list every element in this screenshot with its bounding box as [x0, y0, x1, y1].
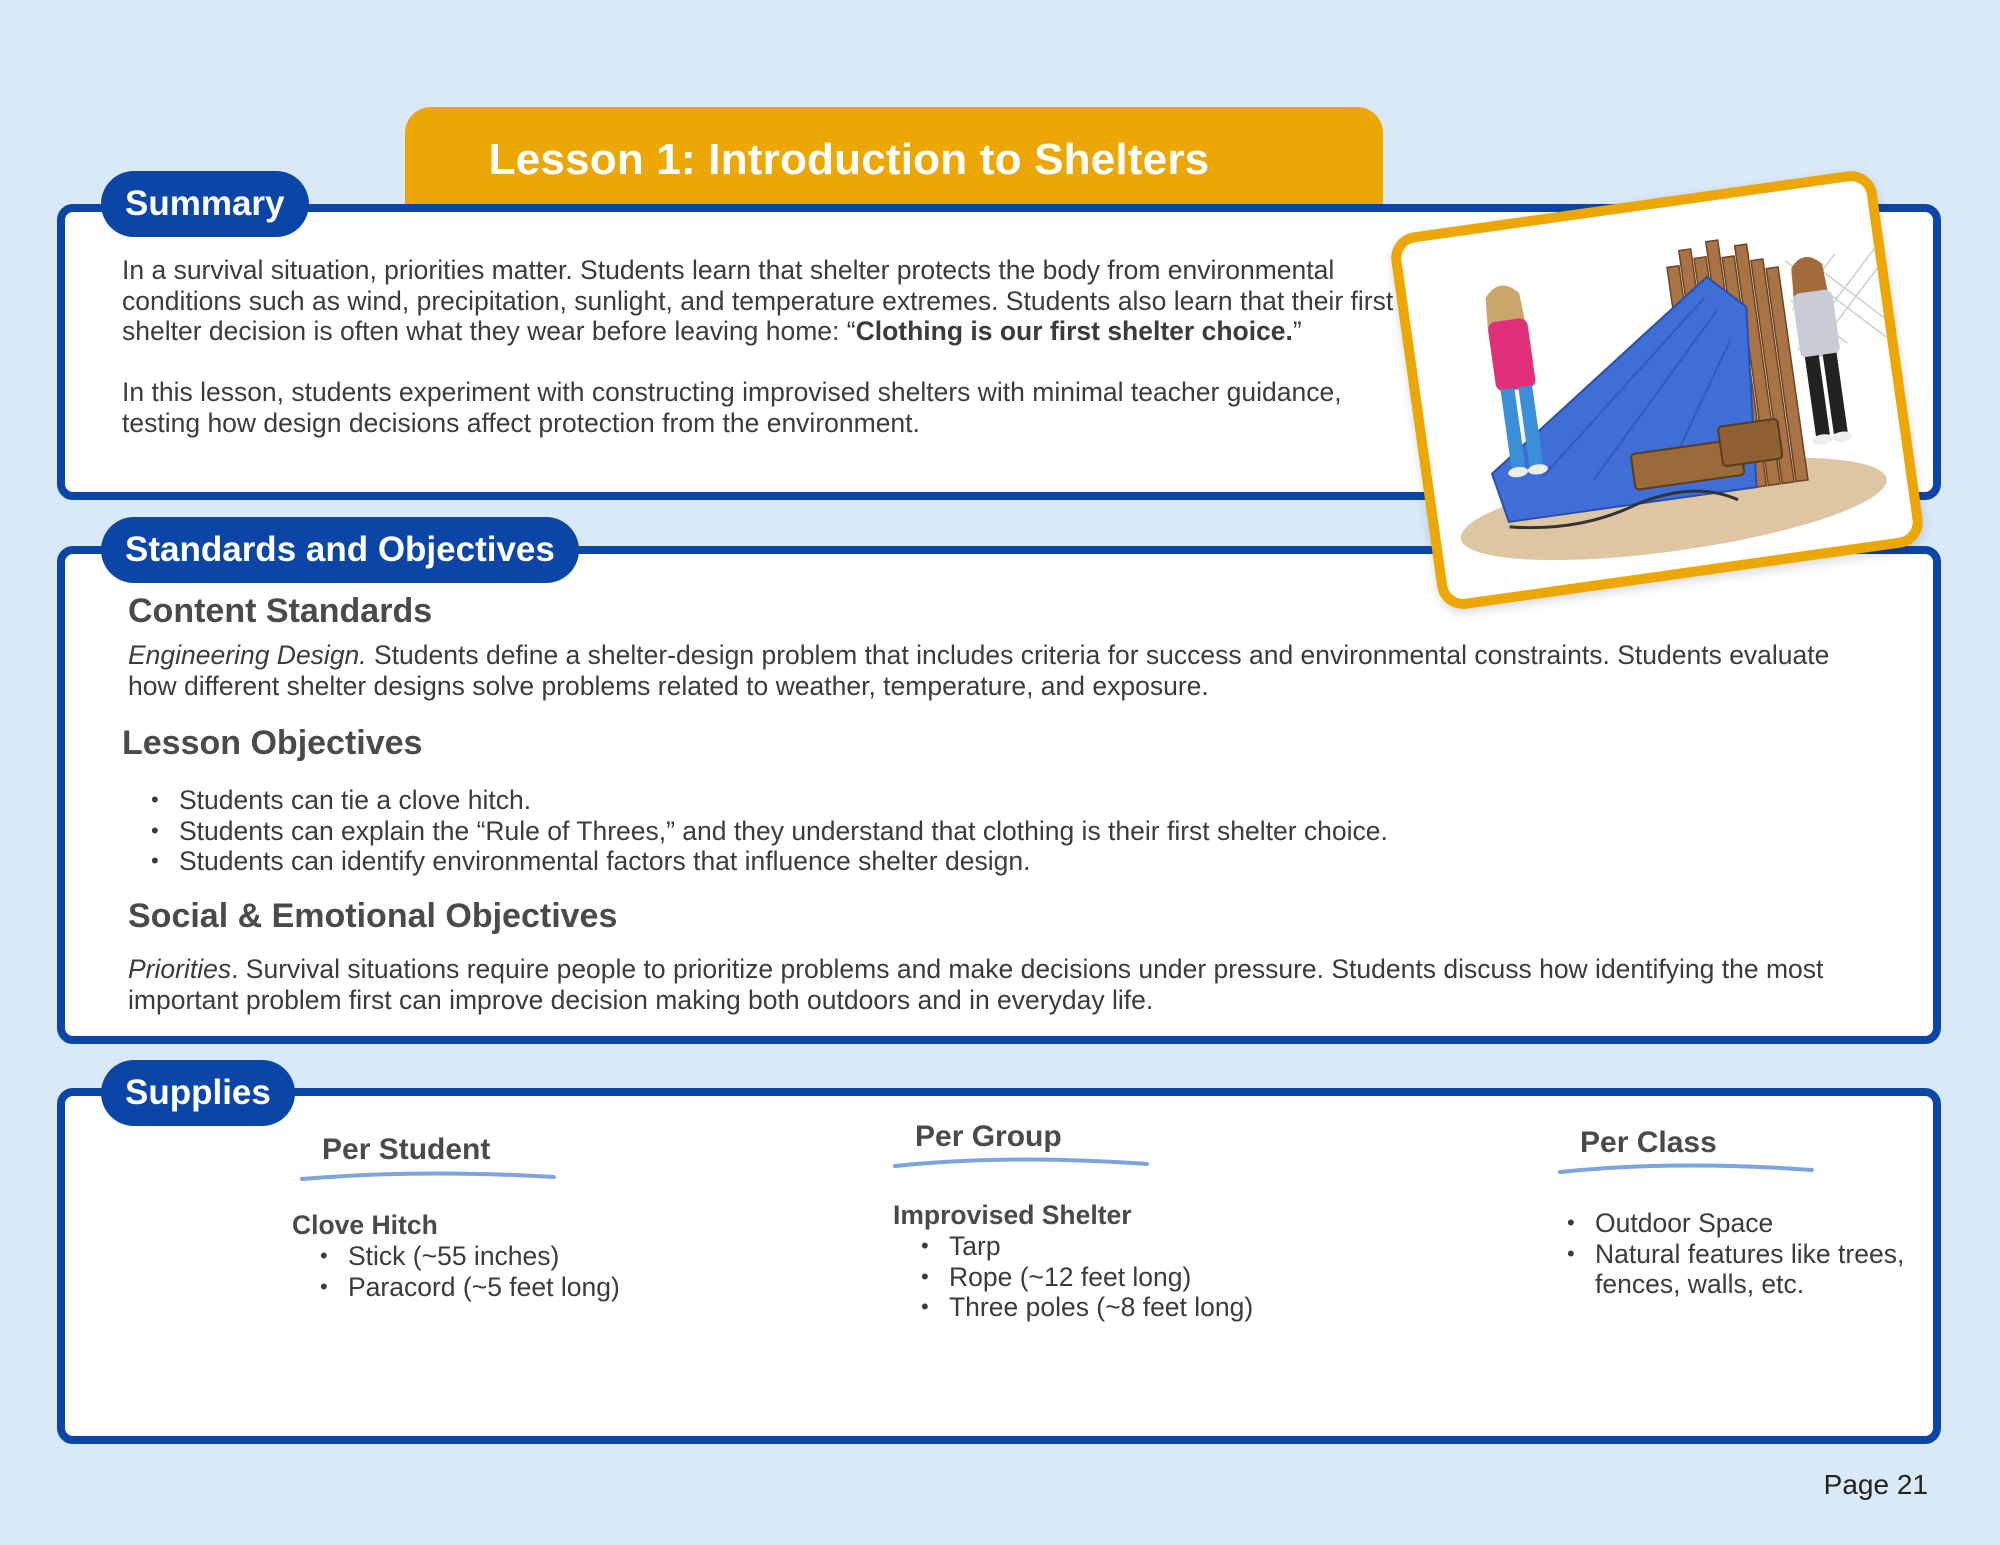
content-standards-text	[128, 640, 1878, 701]
per-student-heading	[322, 1133, 490, 1167]
per-group-heading	[915, 1120, 1062, 1154]
sel-objectives-title: Social & Emotional Objectives	[128, 897, 618, 935]
per-class-item: • Outdoor Space	[1595, 1208, 1935, 1239]
per-class-underline	[1556, 1162, 1816, 1176]
content-standards-title: Content Standards	[128, 592, 433, 630]
content-standards-body: Students define a shelter-design problem that includes criteria for success and environmental constraints. Students evaluate how different shelter designs solve problems related to weather, temperature, and exposure.	[128, 640, 1830, 701]
summary-paragraph-1	[122, 255, 1422, 347]
lesson-title-tab	[405, 107, 1383, 217]
per-student-heading-text: Per Student	[322, 1133, 491, 1166]
summary-p1-bold: Clothing is our first shelter choice.	[855, 316, 1293, 346]
summary-p1-text: In a survival situation, priorities matter. Students learn that shelter protects the body from environmental conditions such as wind, precipitation, sunlight, and temperature extremes. Students also learn that their first shelter decision is often what they wear before leaving home: “	[122, 255, 1394, 346]
per-group-list	[919, 1231, 1253, 1323]
per-class-heading	[1580, 1126, 1717, 1160]
page-number: Page 21	[1823, 1469, 1928, 1500]
objective-item: • Students can explain the “Rule of Threes,” and they understand that clothing is their first shelter choice.	[179, 816, 1879, 847]
lesson-title: Lesson 1: Introduction to Shelters	[488, 135, 1210, 184]
per-student-list	[318, 1241, 620, 1302]
summary-text	[122, 255, 1422, 438]
per-student-item: • Stick (~55 inches)	[348, 1241, 620, 1272]
lesson-objectives-title: Lesson Objectives	[122, 724, 423, 762]
per-class-list	[1565, 1208, 1935, 1300]
per-class-item: • Natural features like trees, fences, walls, etc.	[1595, 1239, 1935, 1300]
supplies-heading: Supplies	[101, 1060, 295, 1126]
per-group-item: • Tarp	[949, 1231, 1253, 1262]
per-class-heading-text: Per Class	[1580, 1126, 1717, 1159]
standards-box	[57, 546, 1941, 1044]
per-student-item: • Paracord (~5 feet long)	[348, 1272, 620, 1303]
objective-item: • Students can tie a clove hitch.	[179, 785, 1879, 816]
lesson-objectives-list	[149, 785, 1879, 877]
per-group-group-title: Improvised Shelter	[893, 1200, 1132, 1230]
sel-objectives-text	[128, 954, 1888, 1015]
standards-heading: Standards and Objectives	[101, 517, 579, 583]
objective-item: • Students can identify environmental factors that influence shelter design.	[179, 846, 1879, 877]
summary-paragraph-2: In this lesson, students experiment with constructing improvised shelters with minimal teacher guidance, testing how design decisions affect protection from the environment.	[122, 377, 1342, 438]
supplies-box	[57, 1088, 1941, 1444]
shelter-illustration-image	[1399, 179, 1915, 601]
per-student-group-title: Clove Hitch	[292, 1210, 438, 1240]
sel-objectives-italic: Priorities	[128, 954, 232, 984]
sel-objectives-body: . Survival situations require people to prioritize problems and make decisions under pressure. Students discuss how identifying the most important problem first can improve decision making both outdoors and in everyday life.	[128, 954, 1824, 1015]
content-standards-italic: Engineering Design.	[128, 640, 367, 670]
per-group-heading-text: Per Group	[915, 1120, 1062, 1153]
per-group-item: • Rope (~12 feet long)	[949, 1262, 1253, 1293]
per-group-item: • Three poles (~8 feet long)	[949, 1292, 1253, 1323]
summary-heading: Summary	[101, 171, 309, 237]
shelter-illustration	[1388, 168, 1926, 612]
per-group-underline	[891, 1156, 1151, 1170]
summary-p1-end: ”	[1292, 316, 1302, 346]
per-student-underline	[298, 1169, 558, 1183]
